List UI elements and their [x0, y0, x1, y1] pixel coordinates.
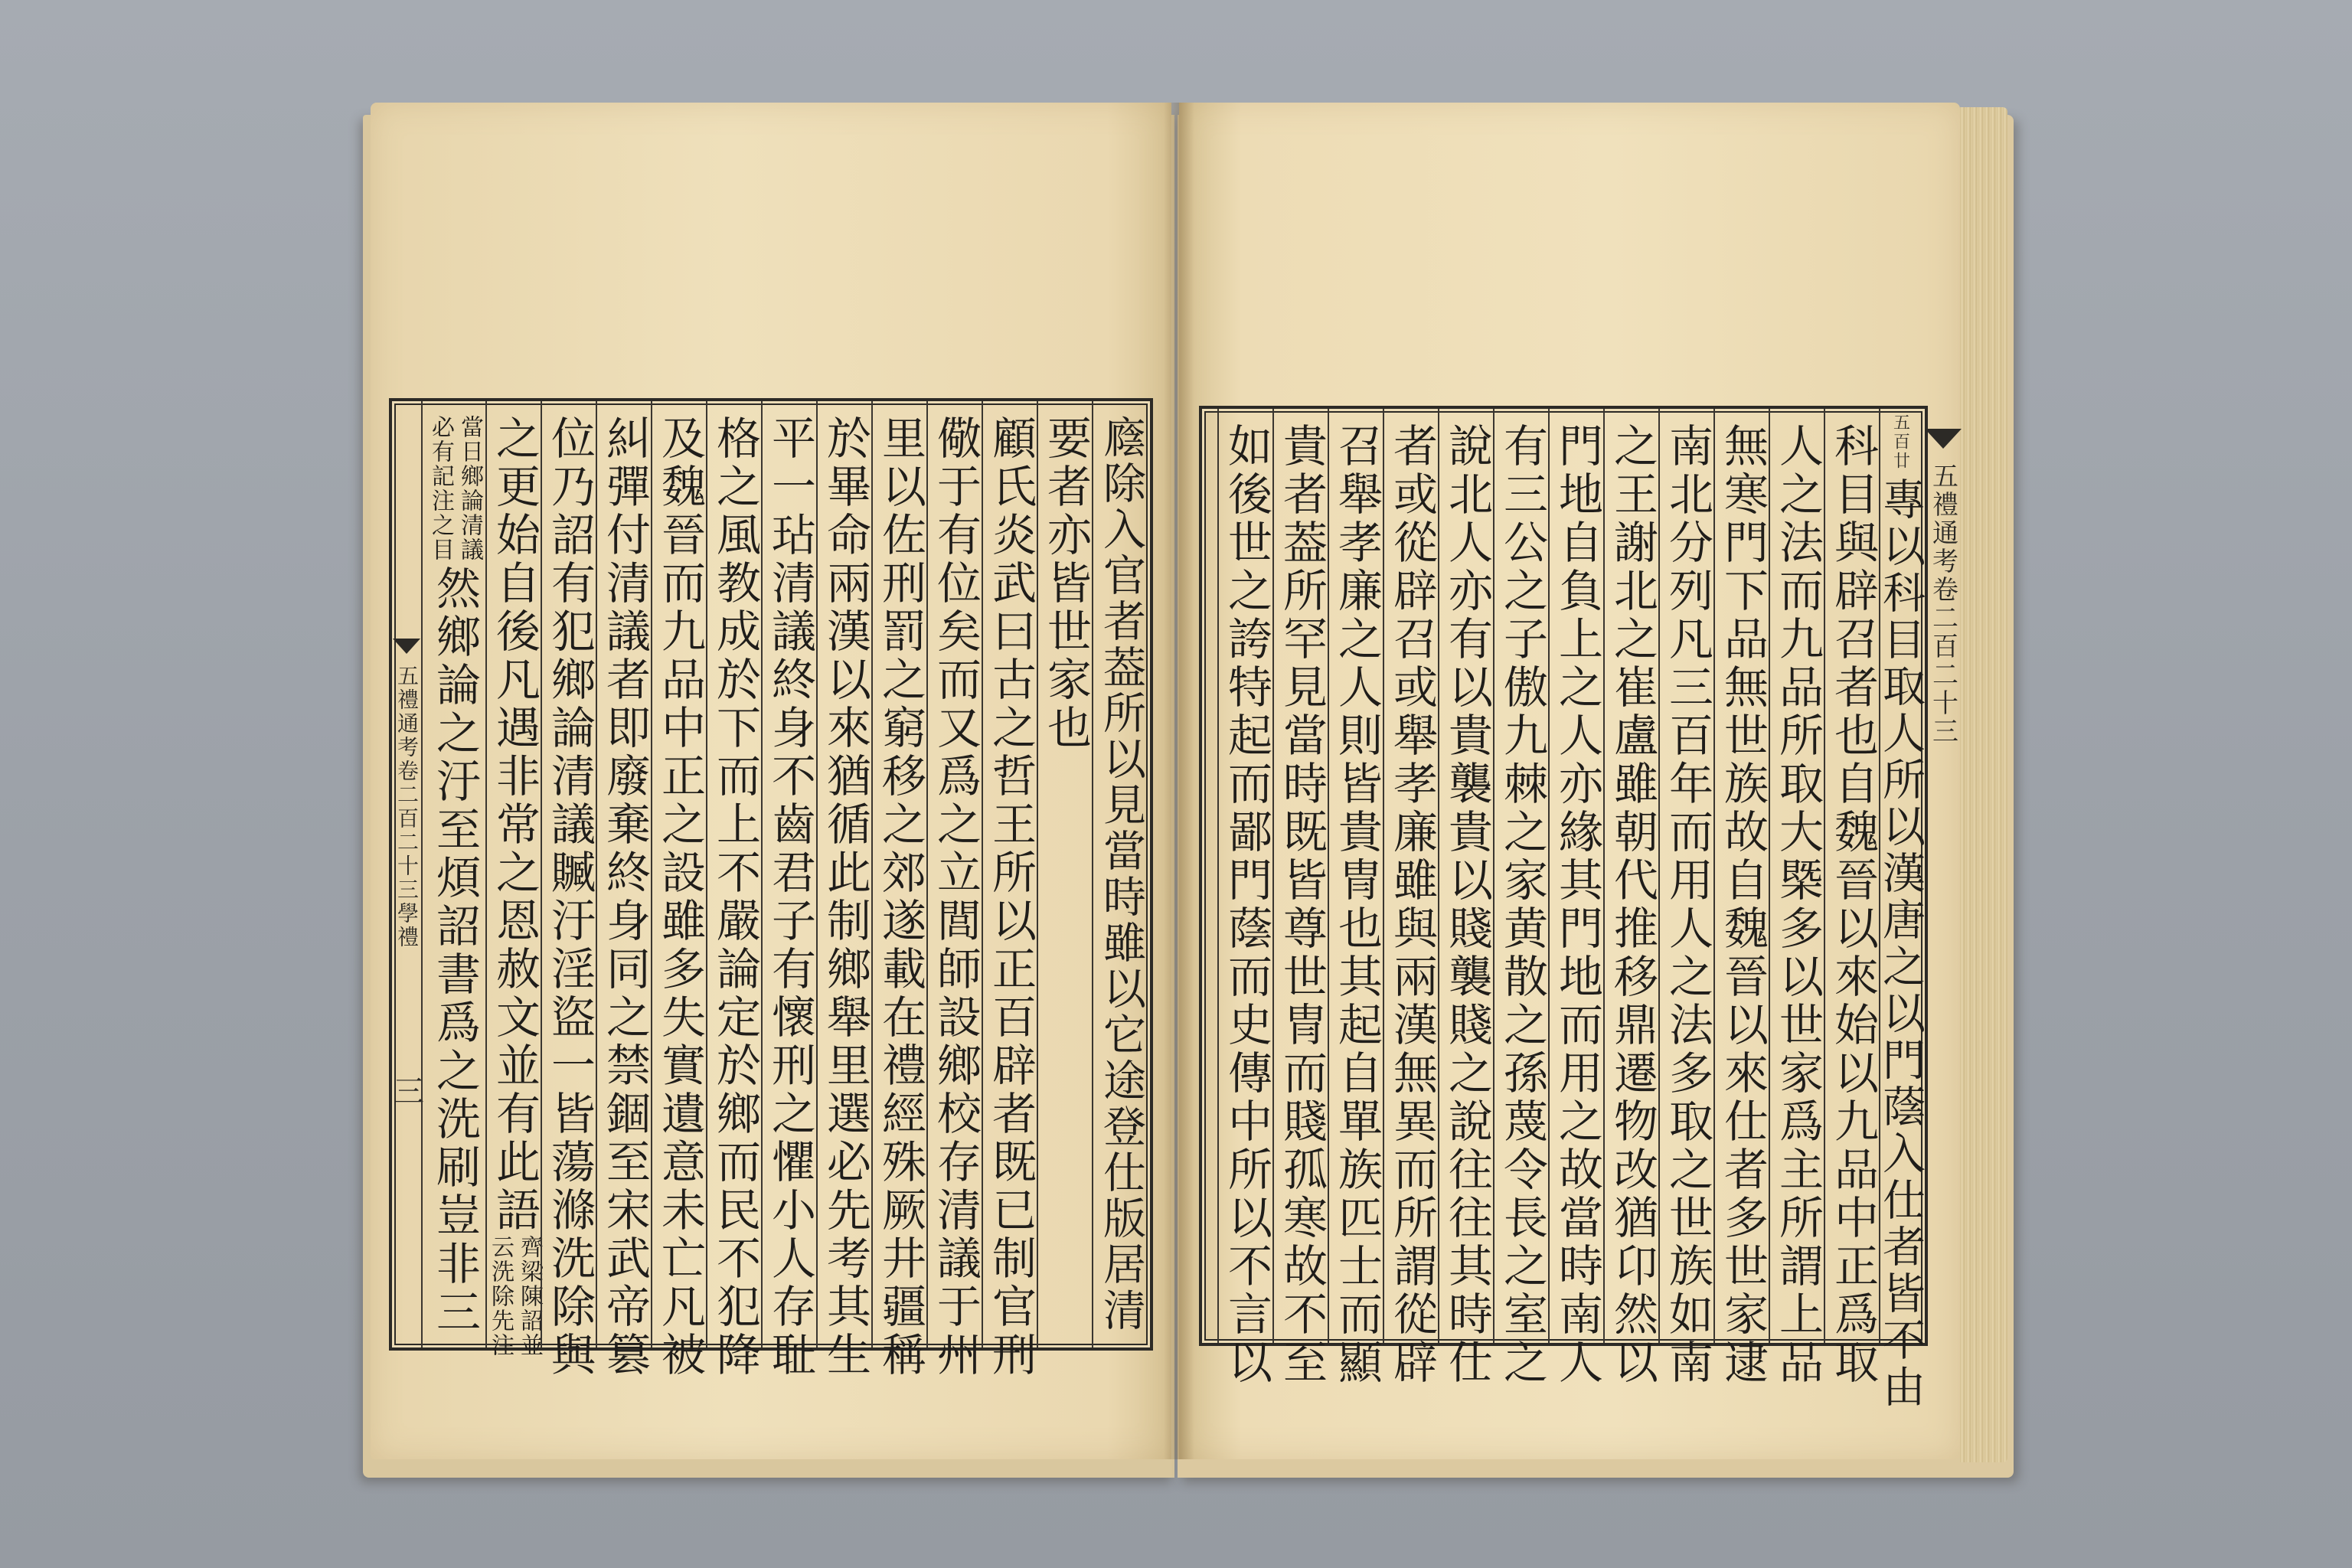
left-column-12-note: 齊梁陳詔並 云洗除先注 — [487, 1235, 543, 1357]
left-page-frame — [388, 398, 1153, 1380]
right-column-6: 之王謝北之崔盧雖朝代推移鼎遷物改猶卬然以 — [1603, 409, 1660, 1343]
right-column-7: 門地自負上之人亦緣其門地而用之故當時南人 — [1548, 409, 1605, 1343]
right-column-13: 如後世之誇特起而鄙門蔭而史傳中所以不言以 — [1217, 409, 1274, 1343]
left-column-8: 格之風教成於下而上不嚴論定於鄉而民不犯降 — [706, 401, 763, 1348]
left-column-7: 平一玷清議終身不齒君子有懷刑之懼小人存耻 — [761, 401, 818, 1348]
right-top-label: 五百廿 — [1890, 413, 1910, 471]
book-gutter — [1164, 103, 1194, 1459]
fore-edge — [1960, 107, 2007, 1462]
left-column-4: 儆于有位矣而又爲之立閭師設鄉校存清議于州 — [926, 401, 983, 1348]
left-column-11: 位乃詔有犯鄉論清議贓汙淫盜一皆蕩滌洗除與 — [541, 401, 597, 1348]
left-column-1: 廕除入官者葢所以見當時雖以它途登仕版居清 — [1092, 401, 1148, 1348]
right-column-5: 南北分列凡三百年而用人之法多取之世族如南 — [1658, 409, 1715, 1343]
right-column-2: 科目與辟召者也自魏晉以來始以九品中正爲取 — [1824, 409, 1880, 1343]
left-column-12: 之更始自後凡遇非常之恩赦文並有此語 齊梁陳詔並 云洗除先注 — [485, 401, 542, 1348]
folio-number: 三 — [388, 1075, 424, 1108]
left-column-2: 要者亦皆世家也 — [1037, 401, 1093, 1348]
left-column-3: 顧氏炎武曰古之哲王所以正百辟者既已制官刑 — [982, 401, 1038, 1348]
left-column-10: 糾彈付清議者即廢棄終身同之禁錮至宋武帝篡 — [596, 401, 652, 1348]
left-column-13-note: 當日鄉論清議 必有記注之目 — [427, 415, 483, 562]
right-column-3: 人之法而九品所取大槩多以世家爲主所謂上品 — [1769, 409, 1825, 1343]
left-column-9: 及魏晉而九品中正之設雖多失實遺意未亡凡被 — [651, 401, 707, 1348]
left-column-13: 當日鄉論清議 必有記注之目 然鄉論之汙至煩詔書爲之洗刷豈非三 — [421, 401, 487, 1348]
right-column-12: 貴者葢所罕見當時既皆尊世冑而賤孤寒故不至 — [1272, 409, 1329, 1343]
fishtail-mark — [1925, 429, 1962, 449]
right-column-11: 召舉孝廉之人則皆貴冑也其起自單族匹士而顯 — [1328, 409, 1384, 1343]
left-margin-title: 五禮通考卷二百二十三學禮 三 — [392, 401, 421, 1348]
right-column-9: 說北人亦有以貴襲貴以賤襲賤之說往往其時仕 — [1438, 409, 1494, 1343]
right-column-4: 無寒門下品無世族故自魏晉以來仕者多世家逮 — [1713, 409, 1770, 1343]
right-column-1: 五百廿 專以科目取人所以漢唐之以門蔭入仕者皆不由 — [1879, 409, 1920, 1343]
right-page-frame — [1199, 406, 1928, 1411]
left-column-6: 於畢命兩漢以來猶循此制鄉舉里選必先考其生 — [816, 401, 873, 1348]
right-margin-title: 五禮通考卷二百二十三 — [1923, 429, 1963, 1332]
left-column-5: 里以佐刑罰之窮移之郊遂載在禮經殊厥井疆稱 — [871, 401, 928, 1348]
fishtail-mark — [393, 639, 420, 654]
right-column-10: 者或從辟召或舉孝廉雖與兩漢無異而所謂從辟 — [1383, 409, 1439, 1343]
right-column-8: 有三公之子傲九棘之家黄散之孫蔑令長之室之 — [1493, 409, 1550, 1343]
